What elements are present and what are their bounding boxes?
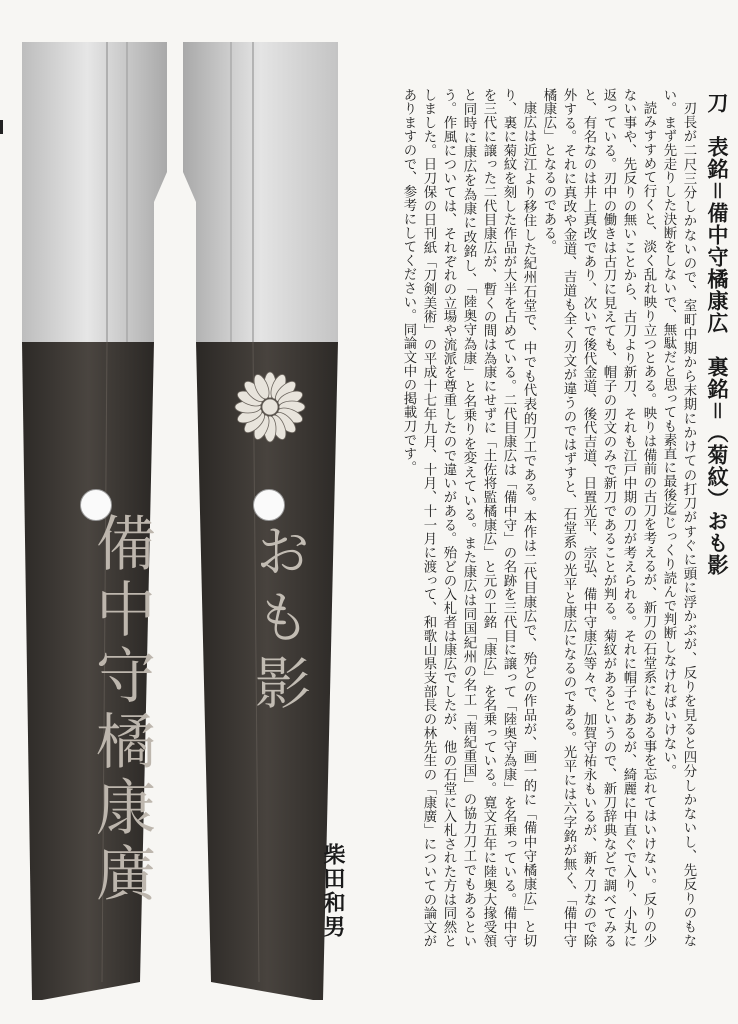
article-title: 刀 表銘＝備中守橘康広 裏銘＝（菊紋）おも影 — [705, 92, 729, 576]
article-body — [378, 88, 698, 948]
body-paragraph: 刃長が二尺三分しかないので、室町中期から末期にかけての打刀がすぐに頭に浮かぶが、反りを見ると四分しかないし、先反りのもない。まず先走りした決断をしないで、無駄だと思っても素直に最後迄じっくり読んで判断しなければいけない。 — [661, 88, 696, 948]
author-given-name: 和男 — [320, 891, 345, 939]
right-tang-engraving: おも影 — [246, 522, 311, 720]
page-edge-mark — [0, 120, 3, 134]
chrysanthemum-crest-icon — [233, 370, 307, 444]
left-tang-engraving: 備中守橘康廣 — [86, 512, 156, 908]
author-name — [316, 843, 346, 993]
sword-blade-omote — [22, 42, 167, 1002]
mekugi-hole — [253, 489, 285, 521]
author-surname: 柴田 — [320, 843, 345, 891]
body-paragraph: 読みすすめて行くと、淡く乱れ映り立つとある。映りは備前の古刀を考えるが、新刀の石堂系にもある事を忘れてはいけない。反りの少ない事や、先反りの無いことから、古刀より新刀、それも江戸中期の刀が考えられる。それに帽子であるが、綺麗に中直ぐで入り、小丸に返っている。刃中の働きは古刀に見えても、帽子の刃文のみで新刀であることが判る。菊紋があるというので、新刀辞典などで調べてみると、有名なのは井上真改であり、次いで後代金道、後代吉道、日置光平、宗弘、備中守康広等々で、加賀守祐永もいるが、新々刀なので除外する。それに真改や金道、吉道も全く刃文が違うのではずすと、石堂系の光平と康広になるのである。光平には六字銘が無く、「備中守橘康広」となるのである。 — [541, 88, 656, 948]
body-paragraph: 康広は近江より移住した紀州石堂で、中でも代表的刀工である。本作は二代目康広で、殆どの作品が、画一的に「備中守橘康広」と切り、裏に菊紋を刻した作品が大半を占めている。二代目康広は「備中守」の名跡を三代目に譲って「陸奥守為康」を名乗っている。備中守を三代に譲った二代目康広が、暫くの間は為康にせずに「土佐将監橘康広」と元の工銘「康広」を名乗っている。寛文五年に陸奥大掾受領と同時に康広を為康に改銘し、「陸奥守為康」と名乗りを変えている。また康広は同国紀州の名工「南紀重国」の協力刀工でもあるという。作風については、それぞれの立場や流派を尊重したので違いがある。殆どの入札者は康広でしたが、他の石堂に入札された方は同然としました。日刀保の日刊紙「刀剣美術」の平成十七年九月、十月、十一月に渡って、和歌山県支部長の林先生の「康廣」についての論文がありますので、参考にしてください。同論文中の掲載刀です。 — [401, 88, 536, 948]
